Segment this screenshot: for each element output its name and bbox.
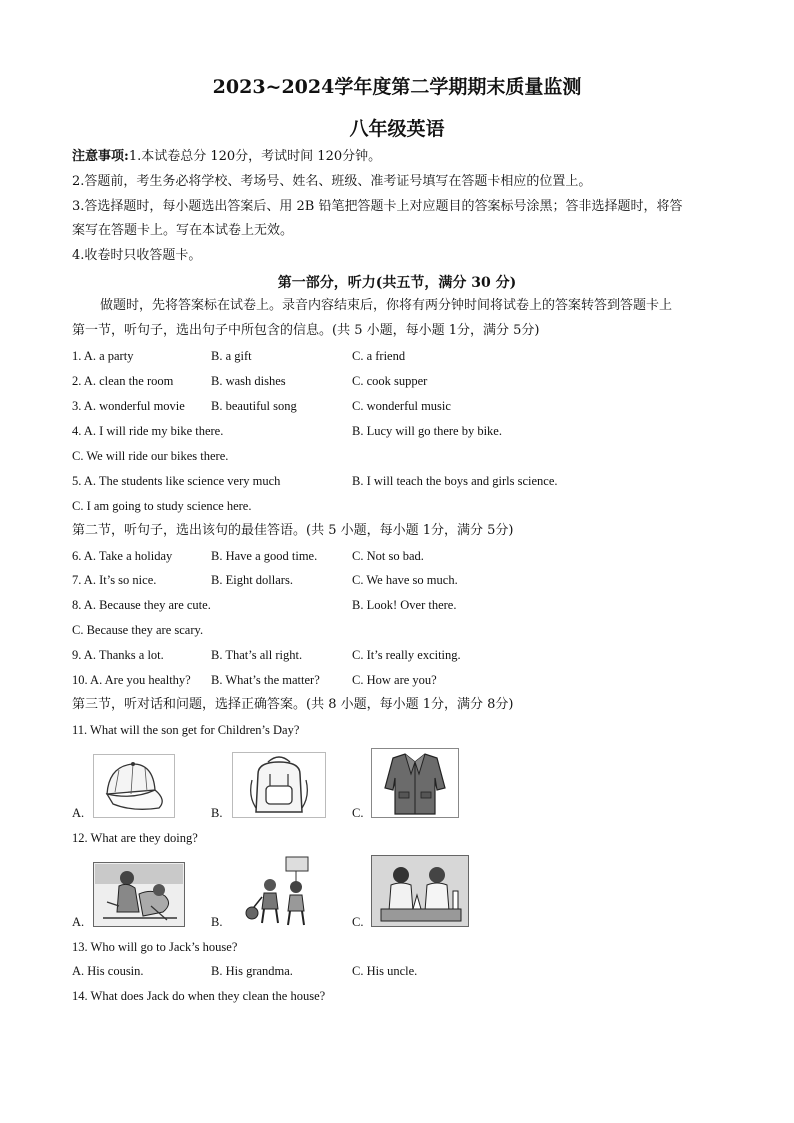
q9-option-b: B. That’s all right. bbox=[211, 648, 303, 662]
q13-option-b: B. His grandma. bbox=[211, 964, 293, 978]
q5-option-c: C. I am going to study science here. bbox=[72, 499, 252, 513]
cap-picture bbox=[93, 754, 175, 818]
q10-option-a: 10. A. Are you healthy? bbox=[72, 673, 191, 687]
q6-option-b: B. Have a good time. bbox=[211, 549, 318, 563]
q6-option-a: 6. A. Take a holiday bbox=[72, 549, 173, 563]
q3-option-a: 3. A. wonderful movie bbox=[72, 399, 185, 413]
q14-stem: 14. What does Jack do when they clean the house? bbox=[72, 989, 326, 1003]
q12-option-c: C. bbox=[352, 915, 364, 929]
q11-option-c: C. bbox=[352, 806, 364, 820]
note-3b: 案写在答题卡上。写在本试卷上无效。 bbox=[72, 223, 294, 238]
q12-option-b: B. bbox=[211, 915, 223, 929]
q6-option-c: C. Not so bad. bbox=[352, 549, 424, 563]
q5-option-b: B. I will teach the boys and girls science. bbox=[352, 474, 558, 488]
q8-option-b: B. Look! Over there. bbox=[352, 598, 457, 612]
q8-option-c: C. Because they are scary. bbox=[72, 623, 204, 637]
exam-subtitle: 八年级英语 bbox=[349, 118, 445, 140]
q11-stem: 11. What will the son get for Children’s Day? bbox=[72, 723, 300, 737]
q4-option-a: 4. A. I will ride my bike there. bbox=[72, 424, 224, 438]
q1-option-c: C. a friend bbox=[352, 349, 406, 363]
q13-option-c: C. His uncle. bbox=[352, 964, 418, 978]
q3-option-b: B. beautiful song bbox=[211, 399, 297, 413]
note-4: 4.收卷时只收答题卡。 bbox=[72, 248, 202, 263]
note-1: 注意事项:1.本试卷总分 120分，考试时间 120分钟。 bbox=[72, 149, 382, 164]
q2-option-a: 2. A. clean the room bbox=[72, 374, 174, 388]
experiment-picture bbox=[371, 855, 469, 927]
q7-option-c: C. We have so much. bbox=[352, 573, 458, 587]
helping-picture bbox=[93, 862, 185, 927]
q5-option-a: 5. A. The students like science very much bbox=[72, 474, 281, 488]
q13-stem: 13. Who will go to Jack’s house? bbox=[72, 940, 238, 954]
part1-heading: 第一部分，听力(共五节，满分 30 分) bbox=[277, 275, 517, 291]
q12-option-a: A. bbox=[72, 915, 85, 929]
q7-option-b: B. Eight dollars. bbox=[211, 573, 293, 587]
section1-heading: 第一节，听句子，选出句子中所包含的信息。(共 5 小题，每小题 1分，满分 5分) bbox=[72, 323, 540, 338]
q2-option-c: C. cook supper bbox=[352, 374, 428, 388]
q3-option-c: C. wonderful music bbox=[352, 399, 451, 413]
q1-option-a: 1. A. a party bbox=[72, 349, 134, 363]
q1-option-b: B. a gift bbox=[211, 349, 252, 363]
part1-intro: 做题时，先将答案标在试卷上。录音内容结束后，你将有两分钟时间将试卷上的答案转答到答题卡上 bbox=[100, 298, 673, 313]
q2-option-b: B. wash dishes bbox=[211, 374, 286, 388]
q11-option-a: A. bbox=[72, 806, 85, 820]
q12-stem: 12. What are they doing? bbox=[72, 831, 198, 845]
note-2: 2.答题前，考生务必将学校、考场号、姓名、班级、准考证号填写在答题卡相应的位置上。 bbox=[72, 174, 592, 189]
note-3a: 3.答选择题时，每小题选出答案后、用 2B 铅笔把答题卡上对应题目的答案标号涂黑；答非选择题时，将答 bbox=[72, 199, 683, 214]
q9-option-a: 9. A. Thanks a lot. bbox=[72, 648, 164, 662]
q13-option-a: A. His cousin. bbox=[72, 964, 144, 978]
backpack-picture bbox=[232, 752, 326, 818]
exam-title: 2023~2024学年度第二学期期末质量监测 bbox=[212, 76, 582, 98]
q7-option-a: 7. A. It’s so nice. bbox=[72, 573, 157, 587]
q4-option-c: C. We will ride our bikes there. bbox=[72, 449, 229, 463]
section2-heading: 第二节，听句子，选出该句的最佳答语。(共 5 小题，每小题 1分，满分 5分) bbox=[72, 523, 514, 538]
q11-option-b: B. bbox=[211, 806, 223, 820]
basketball-picture bbox=[240, 855, 330, 927]
q4-option-b: B. Lucy will go there by bike. bbox=[352, 424, 502, 438]
q10-option-b: B. What’s the matter? bbox=[211, 673, 320, 687]
section3-heading: 第三节，听对话和问题，选择正确答案。(共 8 小题，每小题 1分，满分 8分) bbox=[72, 697, 514, 712]
coat-picture bbox=[371, 748, 459, 818]
notes-label: 注意事项: bbox=[72, 149, 129, 164]
q10-option-c: C. How are you? bbox=[352, 673, 437, 687]
q8-option-a: 8. A. Because they are cute. bbox=[72, 598, 211, 612]
q9-option-c: C. It’s really exciting. bbox=[352, 648, 461, 662]
